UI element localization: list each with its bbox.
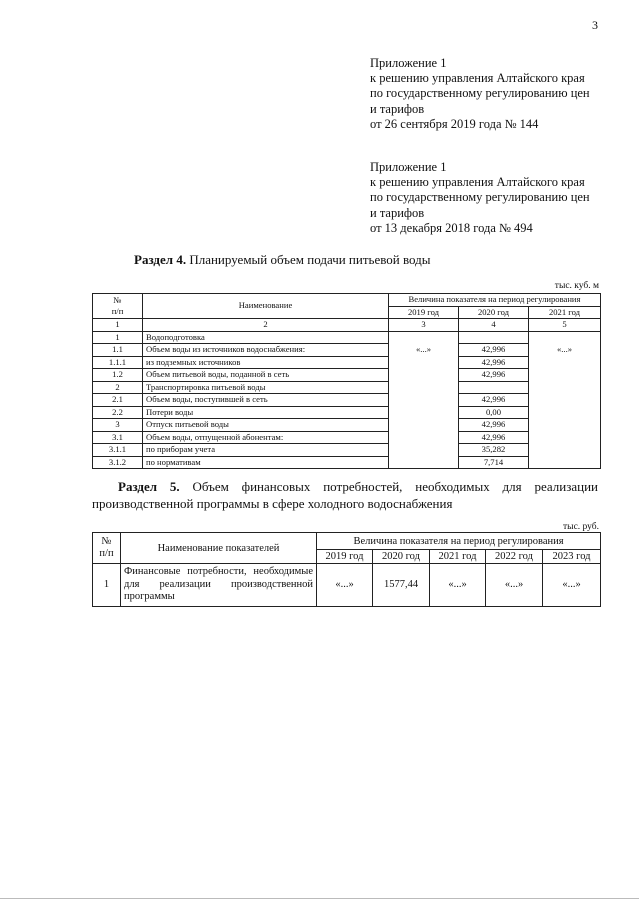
col-header-year: 2022 год — [486, 550, 543, 564]
col-header-year: 2019 год — [317, 550, 373, 564]
col-header-num: № п/п — [93, 294, 143, 319]
appendix-line: и тарифов — [370, 205, 425, 220]
col-header-num: № п/п — [93, 533, 121, 564]
row-name: Объем воды, отпущенной абонентам: — [143, 431, 389, 444]
cell-2020: 42,996 — [459, 431, 529, 444]
appendix-line: к решению управления Алтайского края — [370, 71, 585, 86]
cell-2020 — [459, 331, 529, 344]
table-row — [93, 406, 601, 419]
row-num: 1.2 — [93, 369, 143, 382]
table-row — [93, 394, 601, 407]
row-name: Отпуск питьевой воды — [143, 419, 389, 432]
appendix-header-2 — [370, 160, 590, 236]
table-row — [93, 356, 601, 369]
row-num: 3 — [93, 419, 143, 432]
cell-2023: «...» — [543, 564, 601, 607]
row-name: Потери воды — [143, 406, 389, 419]
section5-title — [92, 478, 598, 512]
table-row — [93, 344, 601, 357]
row-num: 1 — [93, 331, 143, 344]
row-name: Объем воды из источников водоснабжения: — [143, 344, 389, 357]
section4-title — [134, 252, 431, 268]
placeholder-2021: «...» — [529, 344, 601, 469]
col-index: 1 — [93, 319, 143, 332]
col-header-year: 2019 год — [389, 306, 459, 319]
cell-2020: 1577,44 — [373, 564, 430, 607]
cell-2020 — [459, 381, 529, 394]
cell-2021 — [529, 331, 601, 344]
section5-table — [92, 532, 601, 607]
cell-2020: 7,714 — [459, 456, 529, 469]
row-num: 1 — [93, 564, 121, 607]
cell-2020: 42,996 — [459, 344, 529, 357]
col-index: 5 — [529, 319, 601, 332]
cell-2020: 42,996 — [459, 394, 529, 407]
row-name: из подземных источников — [143, 356, 389, 369]
col-header-year: 2021 год — [430, 550, 486, 564]
cell-2022: «...» — [486, 564, 543, 607]
col-index: 4 — [459, 319, 529, 332]
row-name: Финансовые потребности, необходимые для реализации производственной программы — [121, 564, 317, 607]
row-name: по приборам учета — [143, 444, 389, 457]
table-row — [93, 419, 601, 432]
cell-2020: 42,996 — [459, 356, 529, 369]
appendix-line: и тарифов — [370, 101, 425, 116]
cell-2019 — [389, 331, 459, 344]
section4-title-text: Планируемый объем подачи питьевой воды — [186, 252, 431, 267]
table-row — [93, 564, 601, 607]
cell-2019: «...» — [317, 564, 373, 607]
col-index: 2 — [143, 319, 389, 332]
col-header-name: Наименование показателей — [121, 533, 317, 564]
row-name: Транспортировка питьевой воды — [143, 381, 389, 394]
row-num: 2.1 — [93, 394, 143, 407]
row-num: 3.1.1 — [93, 444, 143, 457]
table-row — [93, 456, 601, 469]
page-number: 3 — [592, 18, 598, 32]
table-row — [93, 369, 601, 382]
appendix-line: от 13 декабря 2018 года № 494 — [370, 220, 533, 235]
row-num: 1.1.1 — [93, 356, 143, 369]
col-header-year: 2021 год — [529, 306, 601, 319]
row-name: Объем воды, поступившей в сеть — [143, 394, 389, 407]
row-name: по нормативам — [143, 456, 389, 469]
section5-unit: тыс. руб. — [563, 522, 599, 532]
col-header-period: Величина показателя на период регулирования — [389, 294, 601, 307]
row-num: 3.1 — [93, 431, 143, 444]
appendix-line: по государственному регулированию цен — [370, 190, 590, 205]
row-num: 3.1.2 — [93, 456, 143, 469]
col-header-name: Наименование — [143, 294, 389, 319]
cell-2020: 42,996 — [459, 369, 529, 382]
row-num: 2.2 — [93, 406, 143, 419]
table-row — [93, 431, 601, 444]
row-name: Объем питьевой воды, поданной в сеть — [143, 369, 389, 382]
cell-2020: 0,00 — [459, 406, 529, 419]
row-num: 2 — [93, 381, 143, 394]
col-header-year: 2020 год — [459, 306, 529, 319]
col-header-year: 2023 год — [543, 550, 601, 564]
cell-2021: «...» — [430, 564, 486, 607]
appendix-header-1 — [370, 56, 590, 132]
cell-2020: 35,282 — [459, 444, 529, 457]
section4-unit: тыс. куб. м — [554, 281, 599, 291]
row-name: Водоподготовка — [143, 331, 389, 344]
section5-title-bold: Раздел 5. — [118, 479, 180, 494]
col-index: 3 — [389, 319, 459, 332]
table-row — [93, 331, 601, 344]
appendix-line: по государственному регулированию цен — [370, 86, 590, 101]
placeholder-2019: «...» — [389, 344, 459, 469]
appendix-line: к решению управления Алтайского края — [370, 175, 585, 190]
appendix-line: от 26 сентября 2019 года № 144 — [370, 116, 539, 131]
appendix-line: Приложение 1 — [370, 56, 447, 70]
col-header-period: Величина показателя на период регулирования — [317, 533, 601, 550]
table-row — [93, 381, 601, 394]
table-row — [93, 444, 601, 457]
bottom-edge-line — [0, 898, 639, 899]
section4-title-bold: Раздел 4. — [134, 252, 187, 267]
section4-table — [92, 293, 601, 469]
cell-2020: 42,996 — [459, 419, 529, 432]
appendix-line: Приложение 1 — [370, 160, 447, 174]
section5-title-text: Объем финансовых потребностей, необходимых для реализации производственной программы в сфере холодного водоснабжения — [92, 479, 598, 511]
col-header-year: 2020 год — [373, 550, 430, 564]
row-num: 1.1 — [93, 344, 143, 357]
